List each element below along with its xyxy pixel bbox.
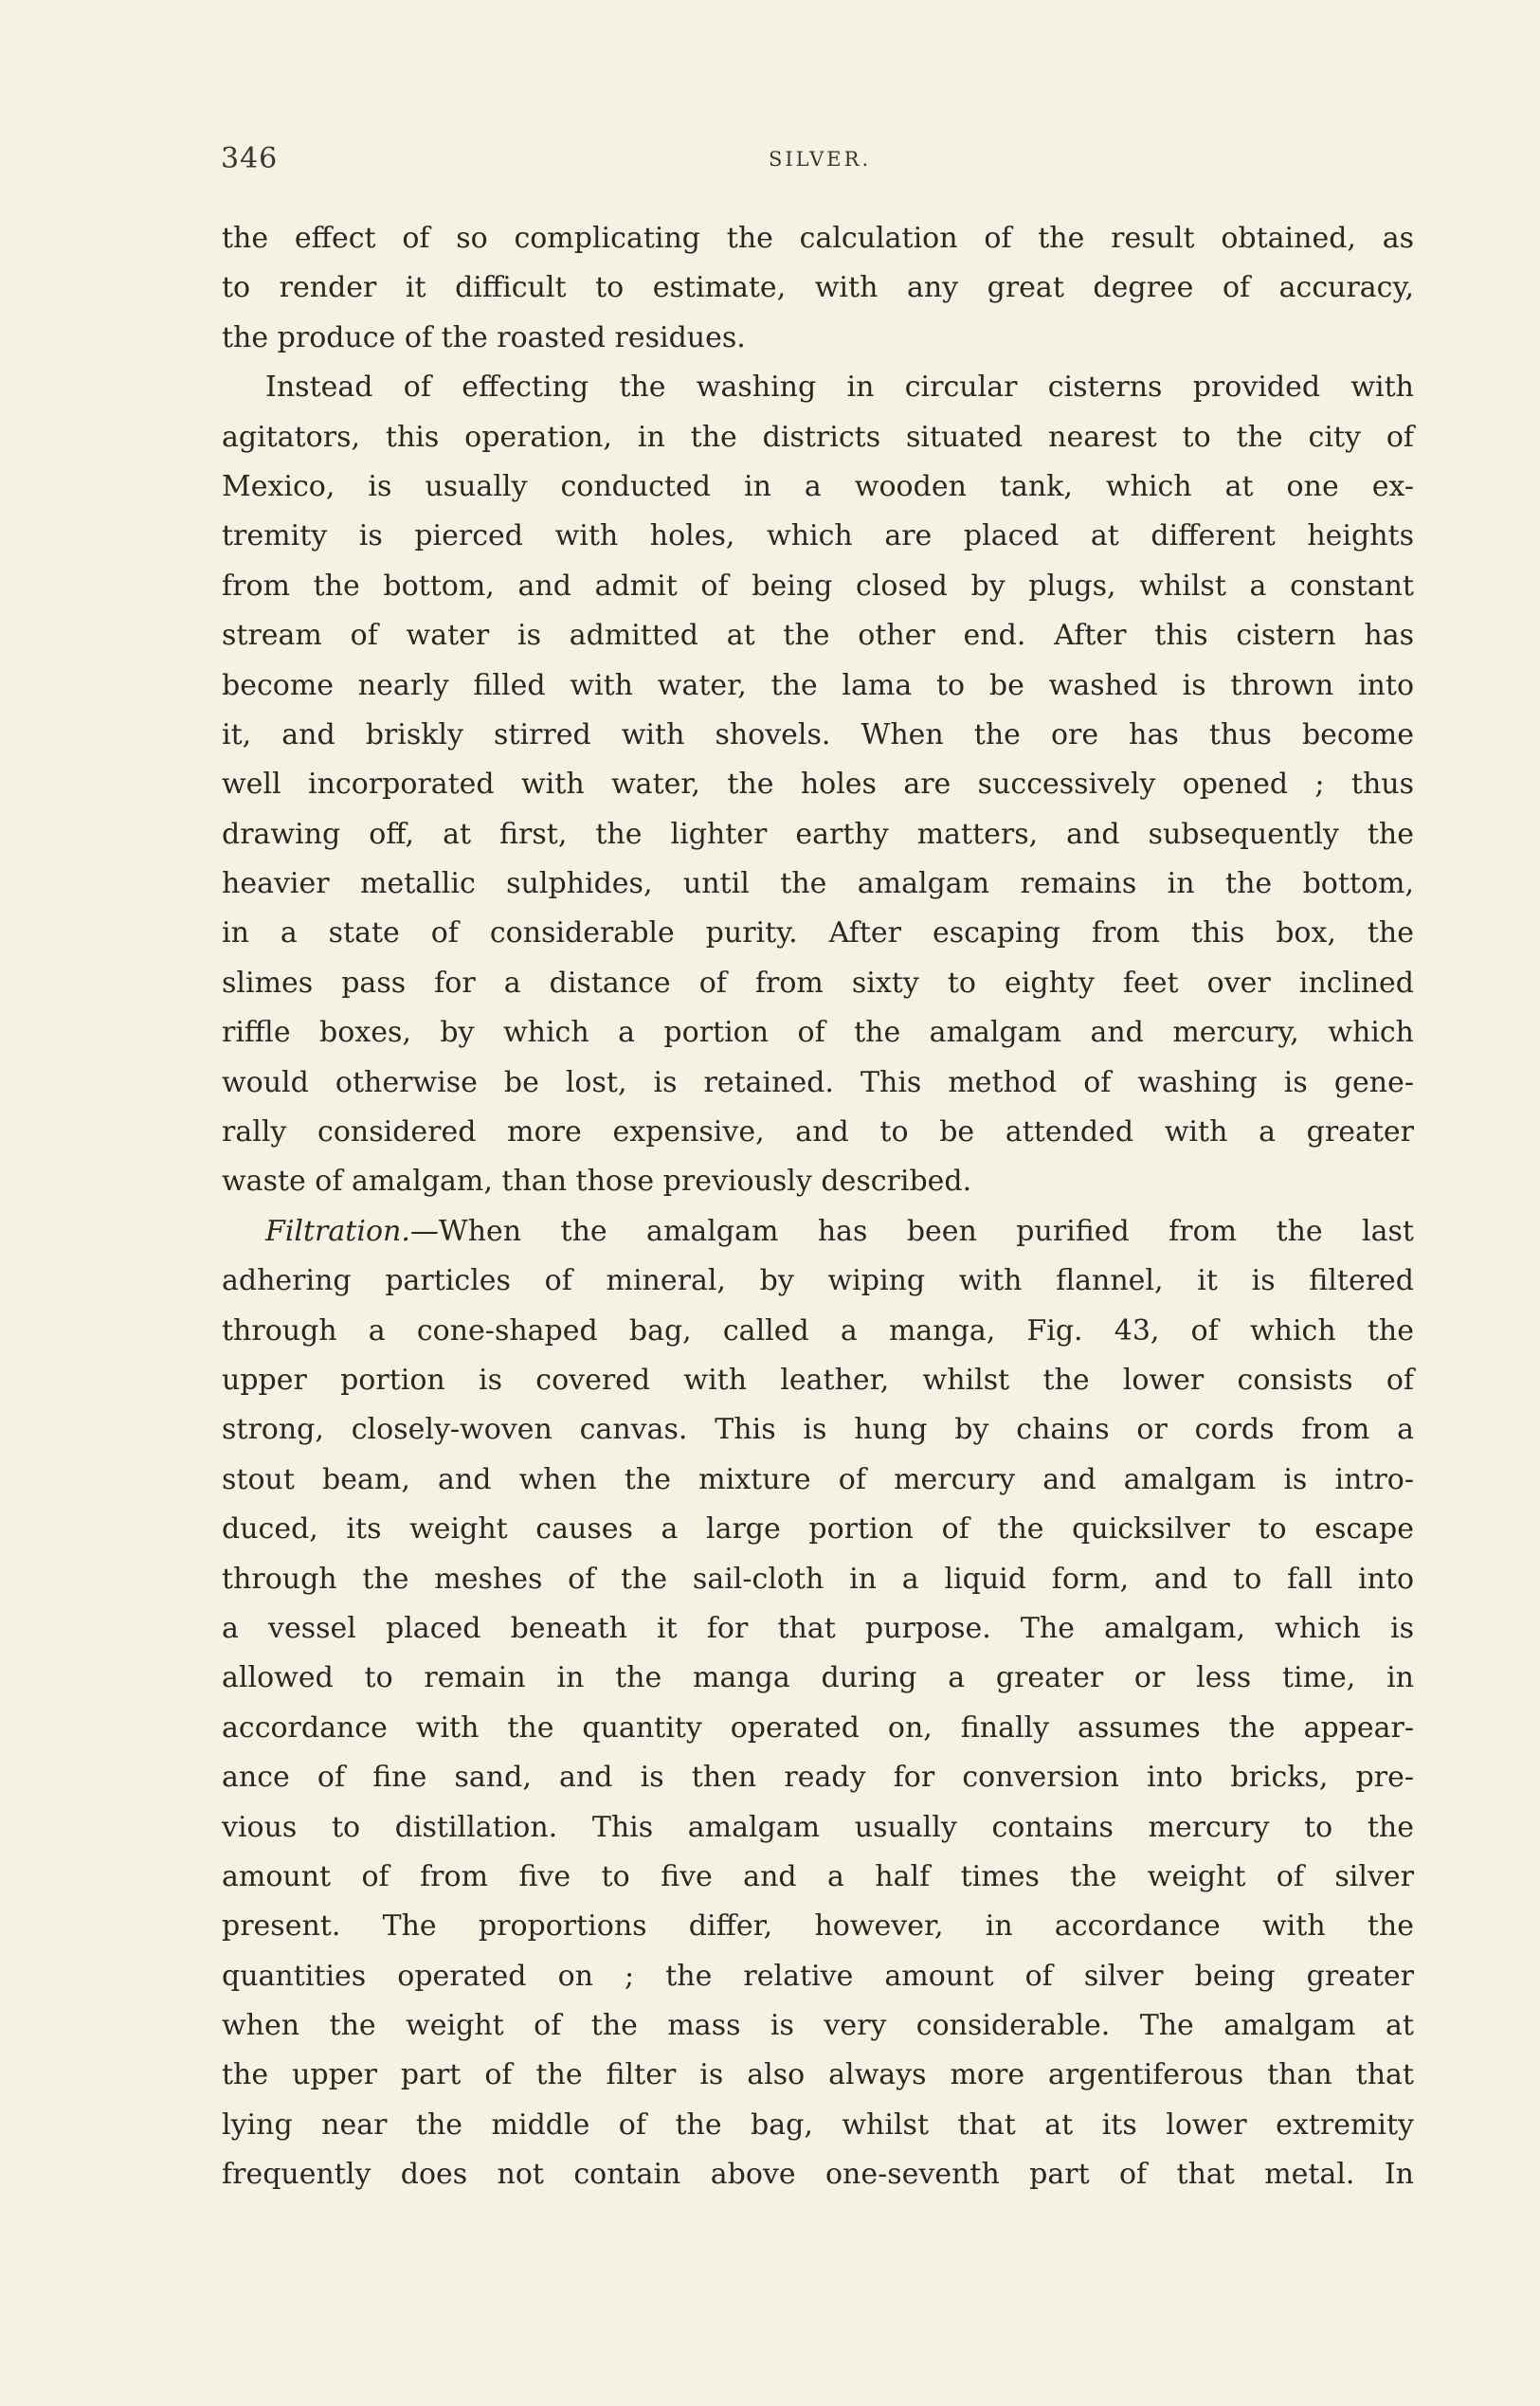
text-line: rally considered more expensive, and to be attended with a greater xyxy=(222,1115,1414,1149)
filtration-heading: Filtration.— xyxy=(265,1214,439,1248)
text-line: present. The proportions differ, however, in accordance with the xyxy=(222,1909,1414,1944)
text-line: would otherwise be lost, is retained. This method of washing is gene- xyxy=(222,1065,1414,1099)
text-line: vious to distillation. This amalgam usually contains mercury to the xyxy=(222,1810,1414,1844)
text-line: waste of amalgam, than those previously described. xyxy=(222,1165,972,1199)
text-line: heavier metallic sulphides, until the amalgam remains in the bottom, xyxy=(222,867,1414,901)
text-line: frequently does not contain above one-seventh part of that metal. In xyxy=(222,2158,1414,2192)
text-line: agitators, this operation, in the districts situated nearest to the city of xyxy=(222,420,1414,454)
text-line: stream of water is admitted at the other end. After this cistern has xyxy=(222,619,1414,653)
text-line: the effect of so complicating the calculation of the result obtained, as xyxy=(222,222,1414,255)
text-line: accordance with the quantity operated on, finally assumes the appear- xyxy=(222,1710,1414,1745)
text-line: ance of fine sand, and is then ready for conversion into bricks, pre- xyxy=(222,1761,1414,1795)
text-line-filtration xyxy=(222,1207,1414,1257)
text-line: quantities operated on ; the relative amount of silver being greater xyxy=(222,1959,1414,1993)
text-line: from the bottom, and admit of being closed by plugs, whilst a constant xyxy=(222,569,1414,603)
running-title: SILVER. xyxy=(769,148,872,171)
text-line: the upper part of the filter is also always more argentiferous than that xyxy=(222,2058,1414,2092)
text-line: the produce of the roasted residues. xyxy=(222,320,746,354)
text-line: tremity is pierced with holes, which are placed at different heights xyxy=(222,519,1414,553)
running-head xyxy=(221,142,1405,184)
text-line: riffle boxes, by which a portion of the amalgam and mercury, which xyxy=(222,1016,1414,1050)
text-line: strong, closely-woven canvas. This is hung by chains or cords from a xyxy=(222,1413,1414,1447)
text-line: a vessel placed beneath it for that purpose. The amalgam, which is xyxy=(222,1611,1414,1645)
filtration-line-text: When the amalgam has been purified from the last xyxy=(438,1214,1414,1248)
text-line: become nearly filled with water, the lama to be washed is thrown into xyxy=(222,668,1414,702)
body-text xyxy=(222,214,1414,2192)
text-line: to render it difficult to estimate, with any great degree of accuracy, xyxy=(222,271,1414,305)
text-line: allowed to remain in the manga during a greater or less time, in xyxy=(222,1661,1414,1695)
text-line: lying near the middle of the bag, whilst that at its lower extremity xyxy=(222,2108,1414,2142)
text-line: Mexico, is usually conducted in a wooden tank, which at one ex- xyxy=(222,469,1414,503)
text-line: well incorporated with water, the holes are successively opened ; thus xyxy=(222,768,1414,802)
text-line: when the weight of the mass is very considerable. The amalgam at xyxy=(222,2009,1414,2043)
text-line: stout beam, and when the mixture of mercury and amalgam is intro- xyxy=(222,1462,1414,1496)
text-line: duced, its weight causes a large portion of the quicksilver to escape xyxy=(222,1512,1414,1547)
text-line: through the meshes of the sail-cloth in a liquid form, and to fall into xyxy=(222,1562,1414,1596)
text-line: slimes pass for a distance of from sixty to eighty feet over inclined xyxy=(222,966,1414,1000)
page-number: 346 xyxy=(221,142,279,175)
text-line: in a state of considerable purity. After escaping from this box, the xyxy=(222,916,1414,950)
text-line: drawing off, at first, the lighter earthy matters, and subsequently the xyxy=(222,817,1414,851)
text-line: Instead of effecting the washing in circular cisterns provided with xyxy=(265,371,1414,405)
text-line: it, and briskly stirred with shovels. When the ore has thus become xyxy=(222,717,1414,751)
text-line: amount of from five to five and a half times the weight of silver xyxy=(222,1859,1414,1893)
text-line: upper portion is covered with leather, whilst the lower consists of xyxy=(222,1363,1414,1397)
text-line: through a cone-shaped bag, called a manga, Fig. 43, of which the xyxy=(222,1313,1414,1348)
text-line: adhering particles of mineral, by wiping with flannel, it is filtered xyxy=(222,1264,1414,1298)
